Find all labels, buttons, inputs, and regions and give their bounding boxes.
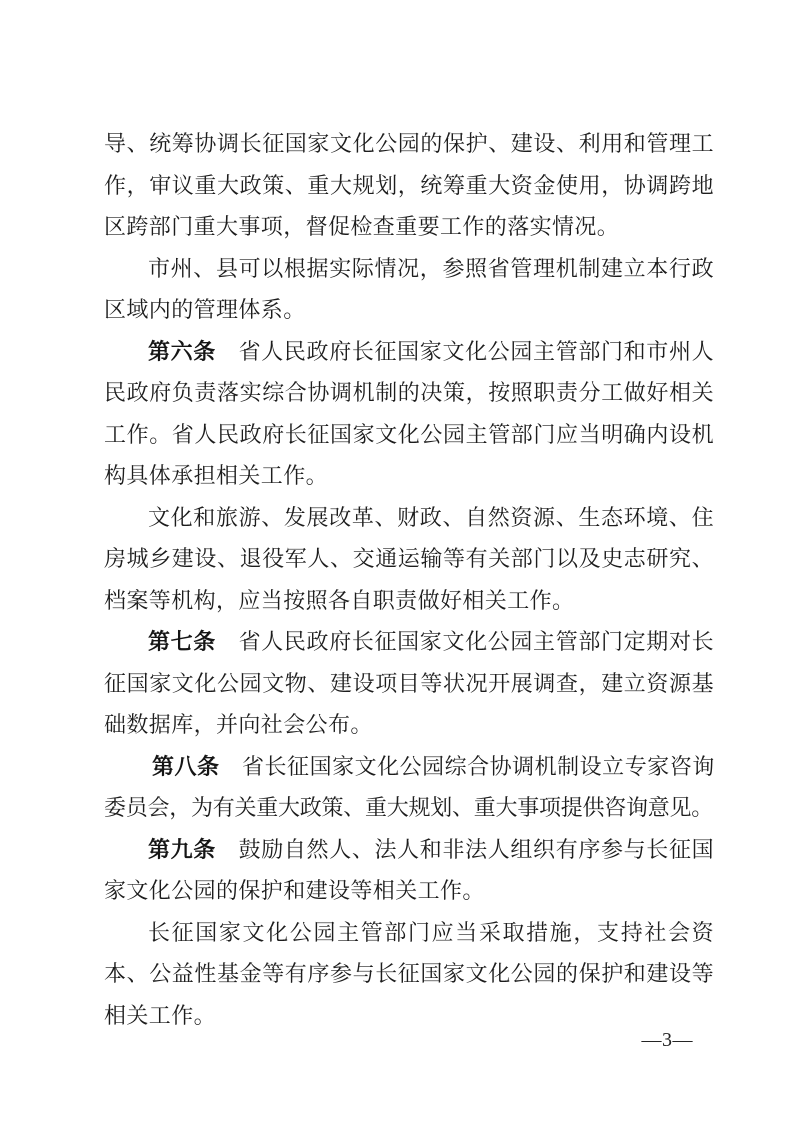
article-number: 第九条 <box>148 836 216 862</box>
paragraph-text: 市州、县可以根据实际情况，参照省管理机制建立本行政区域内的管理体系。 <box>104 255 714 322</box>
paragraph <box>104 497 714 622</box>
paragraph-text: 省人民政府长征国家文化公园主管部门和市州人民政府负责落实综合协调机制的决策，按照职责分工做好相关工作。省人民政府长征国家文化公园主管部门应当明确内设机构具体承担相关工作。 <box>104 338 714 488</box>
paragraph-text: 鼓励自然人、法人和非法人组织有序参与长征国家文化公园的保护和建设等相关工作。 <box>104 836 714 903</box>
paragraph-text: 省长征国家文化公园综合协调机制设立专家咨询委员会，为有关重大政策、重大规划、重大事项提供咨询意见。 <box>104 753 714 820</box>
paragraph-text: 省人民政府长征国家文化公园主管部门定期对长征国家文化公园文物、建设项目等状况开展调查，建立资源基础数据库，并向社会公布。 <box>104 629 714 737</box>
document-body <box>104 123 714 1036</box>
paragraph <box>104 248 714 331</box>
article-number: 第六条 <box>148 338 216 364</box>
paragraph <box>104 123 714 248</box>
page-number: —3— <box>641 1029 693 1051</box>
paragraph-text: 文化和旅游、发展改革、财政、自然资源、生态环境、住房城乡建设、退役军人、交通运输等有关部门以及史志研究、档案等机构，应当按照各自职责做好相关工作。 <box>104 504 714 613</box>
article-number: 第八条 <box>152 753 220 779</box>
paragraph <box>104 621 714 746</box>
paragraph-text: 长征国家文化公园主管部门应当采取措施，支持社会资本、公益性基金等有序参与长征国家文化公园的保护和建设等相关工作。 <box>104 919 714 1028</box>
paragraph <box>104 912 714 1037</box>
paragraph-text: 导、统筹协调长征国家文化公园的保护、建设、利用和管理工作，审议重大政策、重大规划，统筹重大资金使用，协调跨地区跨部门重大事项，督促检查重要工作的落实情况。 <box>104 131 714 239</box>
paragraph <box>104 331 714 497</box>
paragraph <box>104 746 714 829</box>
paragraph <box>104 829 714 912</box>
article-number: 第七条 <box>148 629 216 654</box>
